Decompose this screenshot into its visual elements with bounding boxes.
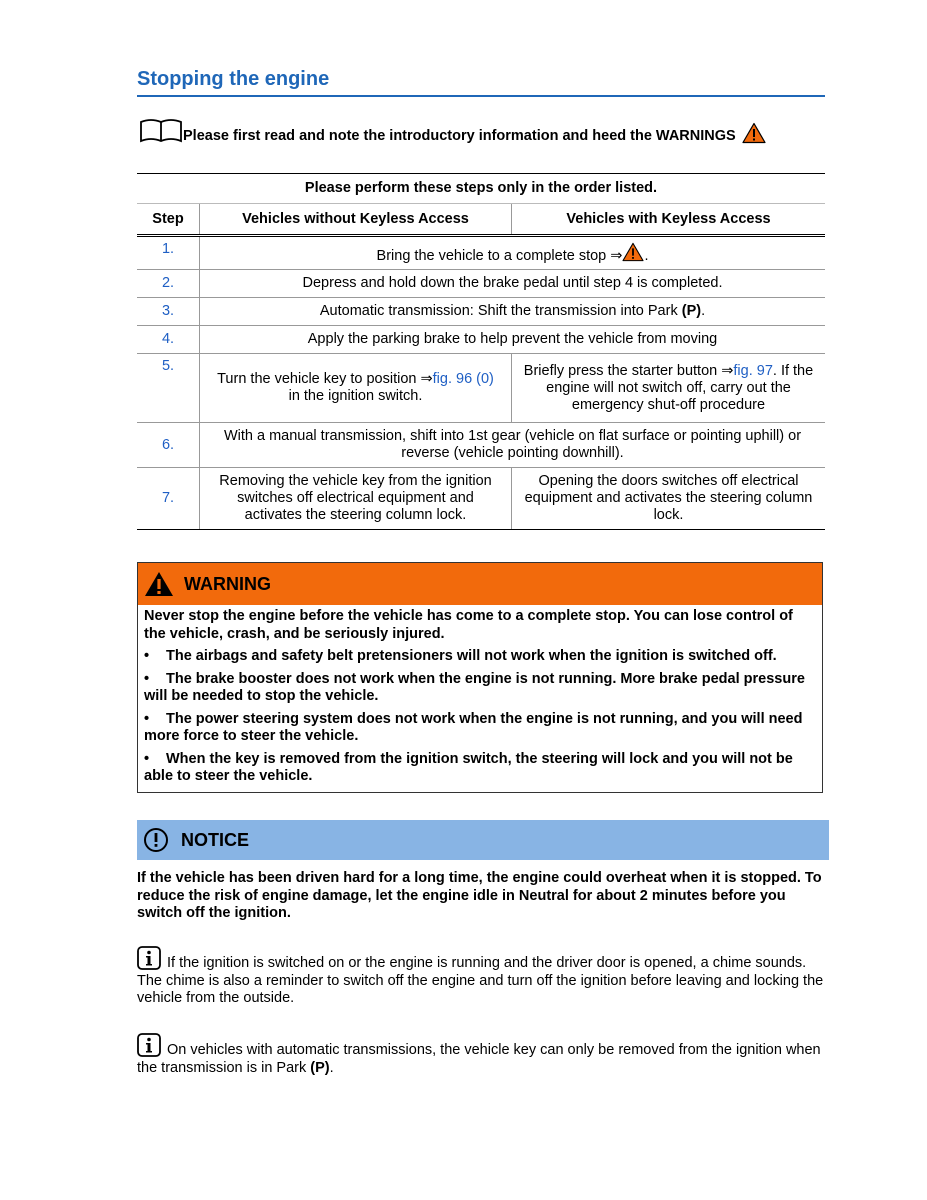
step-text-end: . (701, 303, 706, 319)
warning-box (137, 562, 823, 793)
step-number: 3. (137, 298, 200, 326)
step-number: 4. (137, 326, 200, 354)
bullet-mark: • (144, 648, 150, 664)
table-row (137, 270, 825, 298)
table-row (137, 423, 825, 468)
notice-header (137, 820, 829, 860)
warning-bullet-text: The brake booster does not work when the engine is not running. More brake pedal pressure will be needed to stop the vehicle. (144, 670, 805, 704)
step-text-without-keyless (200, 354, 512, 423)
step-number: 6. (137, 423, 200, 468)
exclamation-circle-icon (143, 827, 169, 853)
figure-link[interactable]: fig. 97 (733, 362, 773, 379)
warning-bullet-text: The power steering system does not work when the engine is not running, and you will need more force to steer the vehicle. (144, 710, 803, 744)
info-tip-text: On vehicles with automatic transmissions, the vehicle key can only be removed from the ignition when the transmission is in Park (137, 1042, 821, 1076)
step-text-part: Turn the vehicle key to position ⇒ (217, 371, 433, 387)
header-without-keyless: Vehicles without Keyless Access (200, 204, 512, 236)
warning-bullet (144, 711, 816, 746)
warning-heading: WARNING (184, 573, 271, 594)
step-text: With a manual transmission, shift into 1st gear (vehicle on flat surface or pointing uphill) or reverse (vehicle pointing downhill). (200, 423, 826, 468)
warning-body (138, 605, 822, 792)
step-text-with-keyless (512, 354, 826, 423)
warning-bullet-text: The airbags and safety belt pretensioners will not work when the ignition is switched off. (166, 648, 777, 664)
warning-triangle-icon (622, 242, 644, 262)
bullet-mark: • (144, 710, 150, 727)
header-with-keyless: Vehicles with Keyless Access (512, 204, 826, 236)
table-row (137, 326, 825, 354)
info-tip (137, 946, 825, 1008)
warning-lead: Never stop the engine before the vehicle has come to a complete stop. You can lose control of the vehicle, crash, and be seriously injured. (144, 608, 793, 642)
warning-header (138, 563, 822, 605)
table-row (137, 298, 825, 326)
info-icon (137, 946, 161, 970)
info-tip-text: If the ignition is switched on or the engine is running and the driver door is opened, a chime sounds. The chime is also a reminder to switch off the engine and turn off the ignition before leaving and locking the vehicle from the outside. (137, 955, 824, 1006)
table-row (137, 468, 825, 530)
step-text-with-keyless: Opening the doors switches off electrical equipment and activates the steering column lock. (512, 468, 826, 530)
table-row (137, 354, 825, 423)
step-text-part: in the ignition switch. (288, 388, 423, 404)
step-text-without-keyless: Removing the vehicle key from the ignition switches off electrical equipment and activates the steering column lock. (200, 468, 512, 530)
step-number: 1. (137, 236, 200, 270)
step-text (200, 298, 826, 326)
step-text: Depress and hold down the brake pedal until step 4 is completed. (200, 270, 826, 298)
warning-bullet (144, 751, 816, 786)
info-tip (137, 1033, 825, 1077)
step-text: Bring the vehicle to a complete stop ⇒ . (200, 236, 826, 270)
step-text-part: Bring the vehicle to a complete stop ⇒ (376, 247, 623, 264)
table-caption: Please perform these steps only in the order listed. (137, 174, 825, 204)
warning-bullet-text: When the key is removed from the ignition switch, the steering will lock and you will not be able to steer the vehicle. (144, 750, 793, 784)
step-text: Apply the parking brake to help prevent the vehicle from moving (200, 326, 826, 354)
table-row (137, 236, 825, 270)
figure-link[interactable]: fig. 96 (0) (432, 371, 494, 387)
header-step: Step (137, 204, 200, 236)
step-number: 7. (137, 468, 200, 530)
steps-table (137, 173, 825, 530)
step-text-bold: (P) (681, 303, 702, 319)
intro-line (139, 118, 825, 144)
step-text-part: Briefly press the starter button ⇒ (523, 362, 734, 379)
bullet-mark: • (144, 670, 150, 687)
info-icon (137, 1033, 161, 1057)
warning-triangle-icon (742, 122, 766, 144)
page-title: Stopping the engine (137, 68, 825, 97)
info-tip-end: . (329, 1059, 334, 1076)
warning-bullet (144, 648, 816, 666)
step-number: 2. (137, 270, 200, 298)
step-text-part: . If the engine will not switch off, carry out the emergency shut-off procedure (546, 362, 814, 413)
warning-bullet (144, 671, 816, 706)
info-tip-bold: (P) (310, 1059, 330, 1076)
notice-heading: NOTICE (181, 829, 250, 850)
warning-triangle-icon (144, 571, 174, 597)
notice-text: If the vehicle has been driven hard for a long time, the engine could overheat when it is stopped. To reduce the risk of engine damage, let the engine idle in Neutral for about 2 minutes before you switch off the ignition. (137, 870, 822, 921)
book-icon (139, 118, 183, 144)
intro-text: Please first read and note the introductory information and heed the WARNINGS (183, 128, 736, 144)
bullet-mark: • (144, 750, 150, 767)
step-number: 5. (137, 354, 200, 423)
step-text-part: Automatic transmission: Shift the transmission into Park (319, 303, 682, 319)
